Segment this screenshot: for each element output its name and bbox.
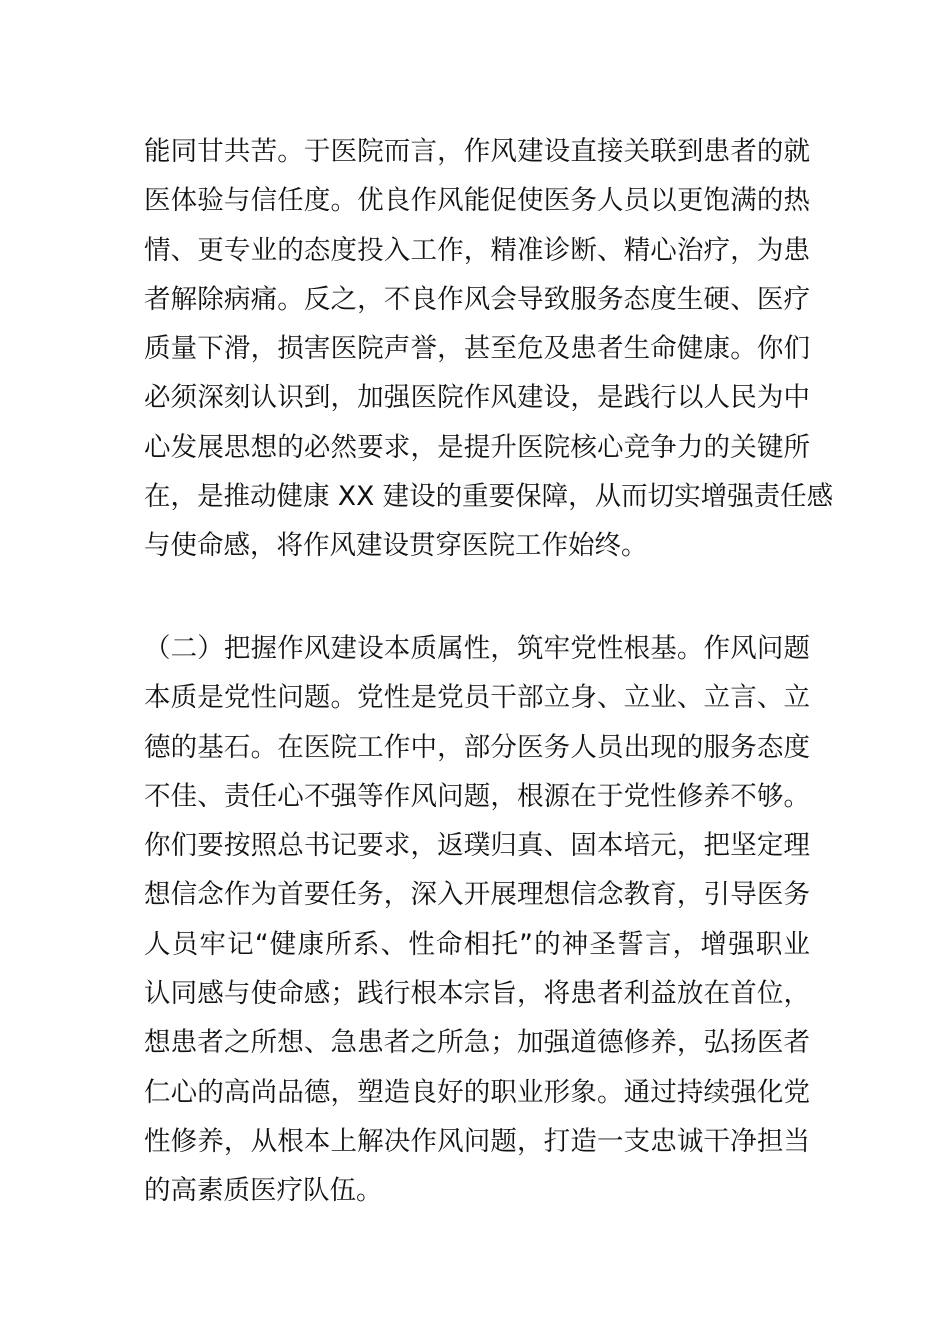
text-line: 想患者之所想、急患者之所急；加强道德修养，弘扬医者	[144, 1027, 810, 1059]
text-line: 认同感与使命感；践行根本宗旨，将患者利益放在首位，	[144, 978, 810, 1010]
text-line: 人员牢记“健康所系、性命相托”的神圣誓言，增强职业	[144, 928, 810, 960]
text-line: 想信念作为首要任务，深入开展理想信念教育，引导医务	[144, 879, 810, 911]
text-line: 你们要按照总书记要求，返璞归真、固本培元，把坚定理	[144, 830, 810, 862]
text-line: 质量下滑，损害医院声誉，甚至危及患者生命健康。你们	[144, 333, 810, 365]
text-line: 不佳、责任心不强等作风问题，根源在于党性修养不够。	[144, 780, 810, 812]
text-line: 与使命感，将作风建设贯穿医院工作始终。	[144, 530, 648, 562]
text-line: 仁心的高尚品德，塑造良好的职业形象。通过持续强化党	[144, 1076, 810, 1108]
text-line: 情、更专业的态度投入工作，精准诊断、精心治疗，为患	[144, 234, 810, 266]
paragraph-2	[144, 624, 810, 1216]
text-line: 医体验与信任度。优良作风能促使医务人员以更饱满的热	[144, 185, 810, 217]
paragraph-1	[144, 127, 834, 571]
text-line: 德的基石。在医院工作中，部分医务人员出现的服务态度	[144, 731, 810, 763]
text-line: 者解除病痛。反之，不良作风会导致服务态度生硬、医疗	[144, 283, 810, 315]
text-line: 本质是党性问题。党性是党员干部立身、立业、立言、立	[144, 682, 810, 714]
text-line: 的高素质医疗队伍。	[144, 1175, 383, 1207]
text-line: 性修养，从根本上解决作风问题，打造一支忠诚干净担当	[144, 1125, 810, 1157]
text-line: 必须深刻认识到，加强医院作风建设，是践行以人民为中	[144, 382, 810, 414]
text-line: 能同甘共苦。于医院而言，作风建设直接关联到患者的就	[144, 136, 810, 167]
text-line: （二）把握作风建设本质属性，筑牢党性根基。作风问题	[144, 633, 810, 664]
text-line: 在，是推动健康 XX 建设的重要保障，从而切实增强责任感	[144, 481, 834, 513]
text-line: 心发展思想的必然要求，是提升医院核心竞争力的关键所	[144, 431, 810, 463]
